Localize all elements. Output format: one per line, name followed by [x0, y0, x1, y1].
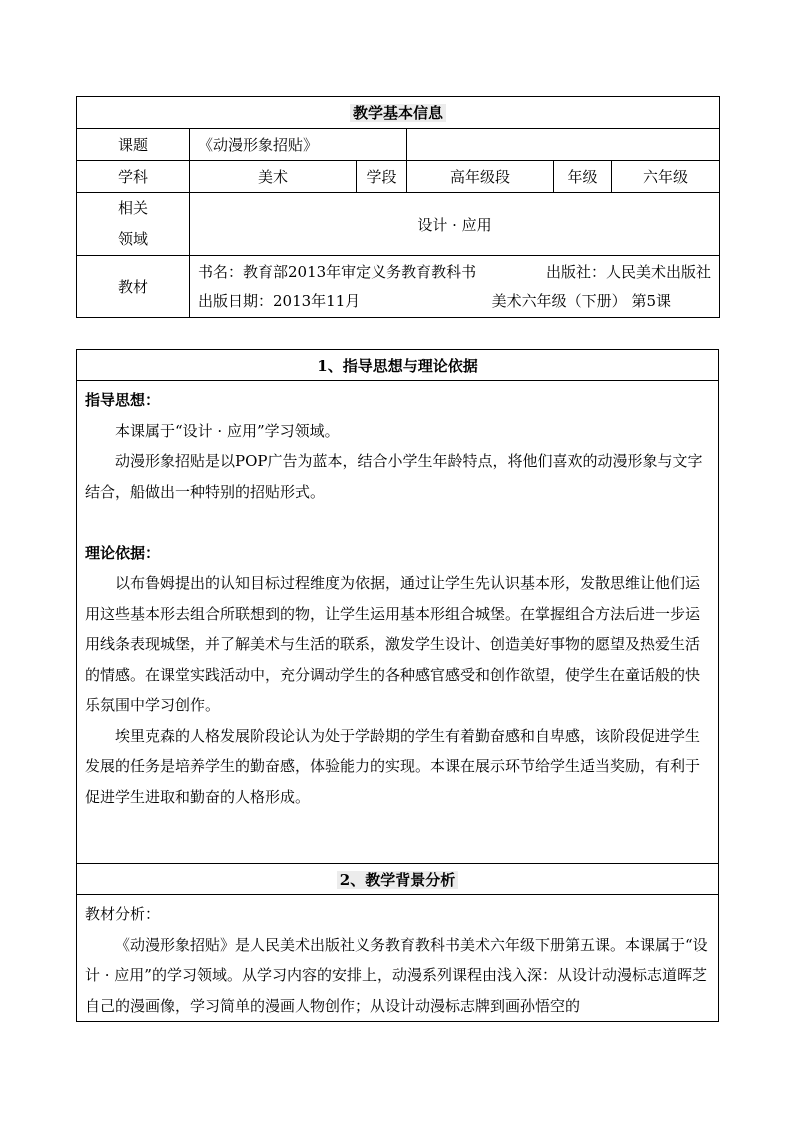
subject-value: 美术 [190, 161, 357, 193]
basic-info-title: 教学基本信息 [350, 104, 446, 122]
theory-paragraph-1: 以布鲁姆提出的认知目标过程维度为依据，通过让学生先认识基本形，发散思维让他们运用这些基本形去组合所联想到的物，让学生运用基本形组合城堡。在掌握组合方法后进一步运用线条表现城堡，并了解美术与生活的联系，激发学生设计、创造美好事物的愿望及热爱生活的情感。在课堂实践活动中，充分调动学生的各种感官感受和创作欲望，使学生在童话般的快乐氛围中学习创作。 [85, 574, 701, 714]
topic-value: 《动漫形象招贴》 [190, 129, 407, 161]
topic-label: 课题 [77, 129, 190, 161]
topic-empty-cell [407, 129, 720, 161]
field-label-line-1: 相关 [117, 199, 148, 217]
material-label: 教材分析： [85, 905, 161, 923]
grade-value: 六年级 [612, 161, 720, 193]
stage-value: 高年级段 [407, 161, 554, 193]
field-value: 设计 · 应用 [190, 193, 720, 256]
stage-label: 学段 [357, 161, 407, 193]
theory-label: 理论依据： [85, 543, 161, 562]
section1-heading: 1、指导思想与理论依据 [77, 350, 719, 381]
section2-heading: 2、教学背景分析 [337, 871, 458, 889]
textbook-pub-date: 出版日期：2013年11月 [198, 291, 361, 310]
section2-heading-cell [77, 864, 719, 895]
textbook-line-2 [190, 287, 719, 316]
textbook-label: 教材 [77, 256, 190, 318]
teaching-design-table [76, 349, 719, 1022]
guide-paragraph-2: 动漫形象招贴是以POP广告为蓝本，结合小学生年龄特点，将他们喜欢的动漫形象与文字结合，船做出一种特别的招贴形式。 [85, 452, 703, 501]
section1-body [77, 381, 719, 864]
textbook-publisher: 出版社：人民美术出版社 [545, 262, 711, 281]
textbook-name: 书名：教育部2013年审定义务教育教科书 [198, 262, 477, 281]
section2-body [77, 895, 719, 1022]
grade-label: 年级 [554, 161, 612, 193]
field-label-line-2: 领域 [117, 230, 148, 248]
material-paragraph-1: 《动漫形象招贴》是人民美术出版社义务教育教科书美术六年级下册第五课。本课属于“设计 · 应用”的学习领域。从学习内容的安排上，动漫系列课程由浅入深：从设计动漫标志道晖芝自己的漫画像，学习简单的漫画人物创作；从设计动漫标志牌到画孙悟空的 [85, 935, 708, 1015]
basic-info-title-cell [77, 97, 720, 129]
field-label-cell [77, 193, 190, 256]
guide-label: 指导思想： [85, 391, 161, 409]
textbook-info-cell [190, 256, 720, 318]
theory-paragraph-2: 埃里克森的人格发展阶段论认为处于学龄期的学生有着勤奋感和自卑感，该阶段促进学生发展的任务是培养学生的勤奋感，体验能力的实现。本课在展示环节给学生适当奖励，有利于促进学生进取和勤奋的人格形成。 [85, 726, 701, 806]
guide-paragraph-1: 本课属于“设计 · 应用”学习领域。 [115, 421, 340, 440]
spacer [85, 507, 710, 538]
textbook-volume: 美术六年级（下册） 第5课 [491, 291, 671, 310]
textbook-line-1 [190, 258, 719, 287]
subject-label: 学科 [77, 161, 190, 193]
basic-info-table [76, 96, 720, 318]
